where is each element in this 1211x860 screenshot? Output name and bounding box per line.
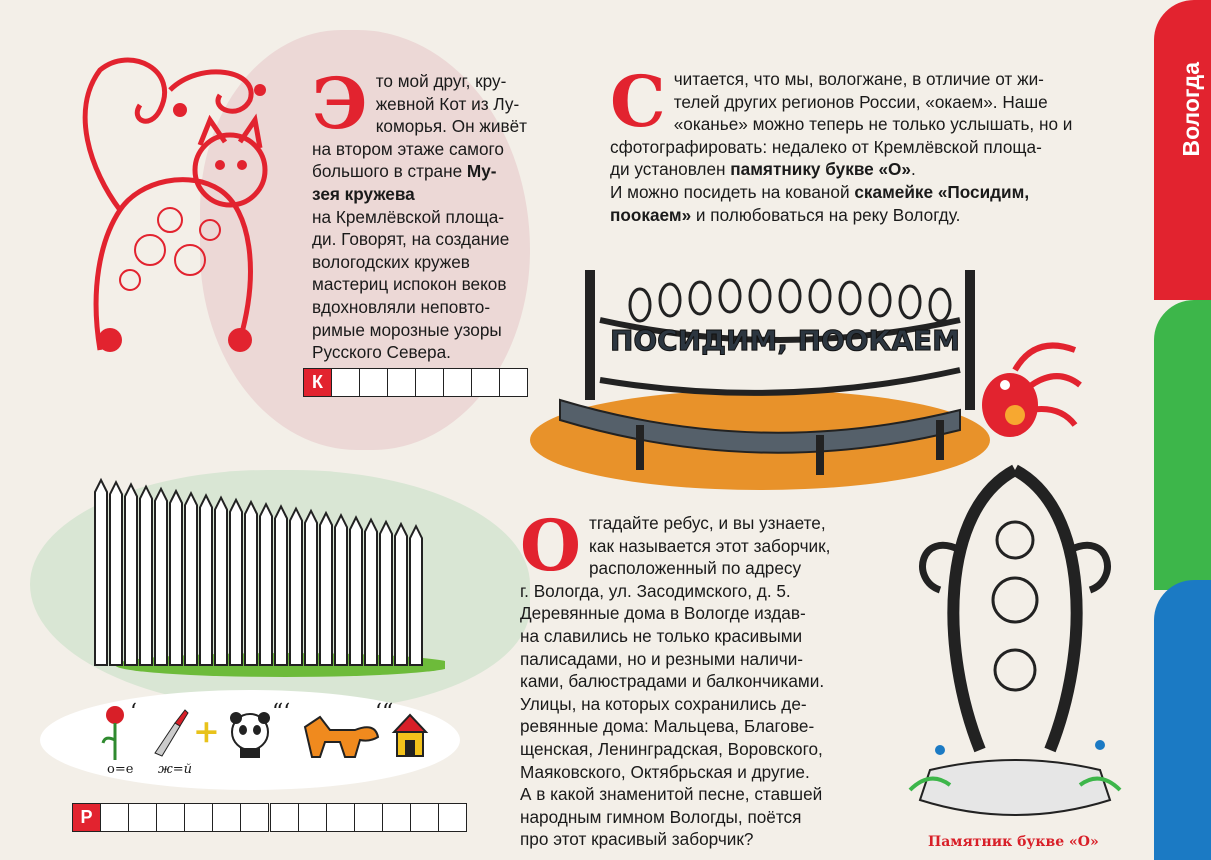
bench-sign-text: ПОСИДИМ, ПООКАЕМ [610, 324, 960, 357]
fence-line-14: народным гимном Вологды, поётся [520, 806, 802, 827]
lace-cat-illustration [60, 50, 300, 370]
bench-line-3: «оканье» можно теперь не только услышать, но и [673, 114, 1073, 135]
fox-icon [300, 712, 380, 762]
cat-line-13: Русского Севера. [312, 342, 451, 363]
cat-text-block [312, 62, 552, 364]
cat-line-5: большого в стране [312, 161, 467, 182]
grid1-cell[interactable] [387, 368, 416, 397]
fence-picket [380, 522, 392, 665]
chapter-tab-label: Вологда [1178, 62, 1204, 157]
fence-picket [125, 484, 137, 665]
grid1-cell[interactable] [471, 368, 500, 397]
bench-text-block [610, 60, 1120, 226]
grid2-cell[interactable] [156, 803, 185, 832]
bench-line-4: сфотографировать: недалеко от Кремлёвской площа- [610, 136, 1042, 157]
grid1-cell[interactable] [415, 368, 444, 397]
fence-line-8: ками, балюстрадами и балкончиками. [520, 671, 825, 692]
grid1-cell[interactable] [331, 368, 360, 397]
cat-line-2: жевной Кот из Лу- [375, 93, 520, 114]
grid1-cell[interactable] [443, 368, 472, 397]
fence-picket [365, 520, 377, 665]
rose-icon [100, 705, 130, 760]
dropcap-s: С [610, 60, 666, 143]
fence-picket [230, 500, 242, 665]
fence-picket [155, 489, 167, 665]
fence-picket [215, 498, 227, 665]
fence-picket [170, 491, 182, 665]
cat-line-11: вдохновляли неповто- [312, 296, 491, 317]
cat-line-4: на втором этаже самого [312, 138, 504, 159]
grid3-cell[interactable] [326, 803, 355, 832]
grid2-cell[interactable] [240, 803, 269, 832]
fence-picket [275, 506, 287, 665]
fence-picket [335, 515, 347, 665]
rebus-hint-zh-i: ж=й [158, 762, 193, 777]
panda-icon [228, 710, 273, 760]
cat-line-8: ди. Говорят, на создание [312, 229, 510, 250]
grid3-cell[interactable] [438, 803, 467, 832]
cat-line-10: мастериц испокон веков [312, 274, 507, 295]
fence-line-13: А в какой знаменитой песне, ставшей [520, 784, 823, 805]
grid2-cell[interactable] [128, 803, 157, 832]
grid1-first-letter: К [303, 368, 332, 397]
bench-bold-pookaem: поокаем» [610, 204, 692, 225]
chapter-tab-blue [1154, 580, 1211, 860]
fence-picket [245, 502, 257, 665]
fence-line-6: на славились не только красивыми [520, 625, 803, 646]
bench-line-2: телей других регионов России, «окаем». Наше [673, 91, 1048, 112]
cat-line-1: то мой друг, кру- [375, 71, 507, 91]
carved-fence-illustration [85, 470, 445, 680]
fence-line-5: Деревянные дома в Вологде издав- [520, 603, 806, 624]
bench-line-5c: . [910, 159, 916, 180]
grid3-cell[interactable] [382, 803, 411, 832]
fence-picket [260, 504, 272, 665]
grid1-cell[interactable] [359, 368, 388, 397]
fence-picket [95, 480, 107, 665]
crossword-grid-3 [270, 803, 467, 832]
dropcap-e: Э [312, 62, 368, 145]
fence-picket [185, 493, 197, 665]
grid2-cell[interactable] [184, 803, 213, 832]
bench-line-1: читается, что мы, вологжане, в отличие от жи- [673, 69, 1044, 89]
fence-line-4: г. Вологда, ул. Засодимского, д. 5. [520, 580, 791, 601]
grid3-cell[interactable] [354, 803, 383, 832]
crossword-grid-2 [72, 803, 269, 832]
grid3-cell[interactable] [410, 803, 439, 832]
fence-picket [140, 487, 152, 665]
fence-line-2: как называется этот заборчик, [588, 535, 831, 556]
fence-picket [200, 495, 212, 665]
grid3-cell[interactable] [270, 803, 299, 832]
fence-picket [320, 513, 332, 665]
cat-bold-mu: Му- [466, 161, 497, 182]
letter-o-monument [900, 450, 1130, 840]
dropcap-o: О [520, 504, 581, 587]
rebus-quote-3: ‘“ [375, 700, 394, 725]
fence-picket [395, 524, 407, 665]
house-icon [390, 710, 430, 760]
grid2-cell[interactable] [100, 803, 129, 832]
knife-icon [150, 708, 190, 758]
grid2-first-letter: Р [72, 803, 101, 832]
cat-line-3: коморья. Он живёт [375, 116, 528, 137]
grid3-cell[interactable] [298, 803, 327, 832]
cat-line-9: вологодских кружев [312, 251, 470, 272]
fence-line-15: про этот красивый заборчик? [520, 829, 754, 850]
fence-line-10: ревянные дома: Мальцева, Благове- [520, 716, 815, 737]
fence-line-12: Маяковского, Октябрьская и другие. [520, 761, 810, 782]
cat-line-12: римые морозные узоры [312, 319, 502, 340]
bench-bold-bench: скамейке «Посидим, [854, 181, 1030, 202]
fence-line-11: щенская, Ленинградская, Воровского, [520, 738, 823, 759]
crossword-grid-1 [303, 368, 528, 397]
monument-caption: Памятник букве «О» [928, 834, 1099, 850]
bird-ornament [975, 330, 1085, 460]
fence-text-block [520, 504, 870, 851]
bench-bold-monument: памятнику букве «О» [730, 159, 911, 180]
fence-line-7: палисадами, но и резными наличи- [520, 648, 804, 669]
grid2-cell[interactable] [212, 803, 241, 832]
rebus-hint-o-e: о=е [107, 762, 134, 777]
fence-line-9: Улицы, на которых сохранились де- [520, 693, 807, 714]
fence-picket [305, 511, 317, 665]
fence-line-1: тгадайте ребус, и вы узнаете, [588, 513, 826, 533]
cat-bold-museum: зея кружева [312, 183, 415, 204]
bench-line-5a: ди установлен [610, 159, 731, 180]
rebus-plus: + [193, 712, 220, 750]
bench-line-7b: и полюбоваться на реку Вологду. [691, 204, 961, 225]
fence-line-3: расположенный по адресу [588, 558, 802, 579]
rebus-quote-2: “‘ [272, 700, 291, 725]
fence-picket [410, 526, 422, 665]
bench-line-6a: И можно посидеть на кованой [610, 181, 855, 202]
rebus-quote-1: ‘ [130, 700, 137, 725]
fence-picket [290, 509, 302, 665]
cat-line-7: на Кремлёвской площа- [312, 206, 505, 227]
chapter-tab-green [1154, 300, 1211, 590]
fence-picket [350, 517, 362, 665]
fence-picket [110, 482, 122, 665]
